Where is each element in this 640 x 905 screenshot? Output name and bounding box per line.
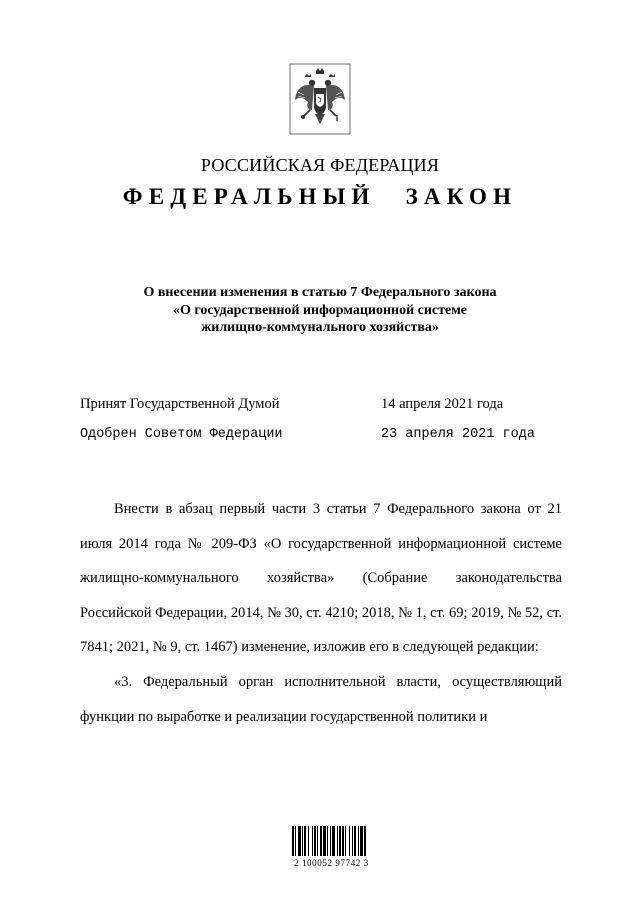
- law-title: [60, 284, 580, 337]
- law-title-line: О внесении изменения в статью 7 Федерального закона: [143, 285, 497, 300]
- duma-adoption-date: 14 апреля 2021 года: [381, 396, 504, 412]
- council-approval-date: 23 апреля 2021 года: [381, 427, 535, 442]
- country-name: РОССИЙСКАЯ ФЕДЕРАЦИЯ: [200, 155, 440, 175]
- barcode-number: 2 100052 97742 3: [294, 858, 369, 868]
- council-approval-label: Одобрен Советом Федерации: [80, 427, 283, 442]
- law-title-line: жилищно-коммунального хозяйства»: [201, 320, 439, 335]
- duma-adoption-label: Принят Государственной Думой: [80, 396, 280, 412]
- coat-of-arms-icon: [288, 62, 352, 136]
- law-body: [80, 492, 562, 734]
- body-paragraph: Внести в абзац первый части 3 статьи 7 Федерального закона от 21 июля 2014 года № 209-ФЗ «О государственной информационной системе жилищно-коммунального хозяйства» (Собрание законодательства Российской Федерации, 2014, № 30, ст. 4210; 2018, № 1, ст. 69; 2019, № 52, ст. 7841; 2021, № 9, ст. 1467) изменение, изложив его в следующей редакции:: [80, 501, 562, 656]
- law-title-line: «О государственной информационной системе: [173, 302, 467, 318]
- barcode-icon: [291, 826, 379, 856]
- document-type: ФЕДЕРАЛЬНЫЙ ЗАКОН: [122, 184, 518, 209]
- body-paragraph: «3. Федеральный орган исполнительной власти, осуществляющий функции по выработке и реализации государственной политики и: [80, 673, 562, 725]
